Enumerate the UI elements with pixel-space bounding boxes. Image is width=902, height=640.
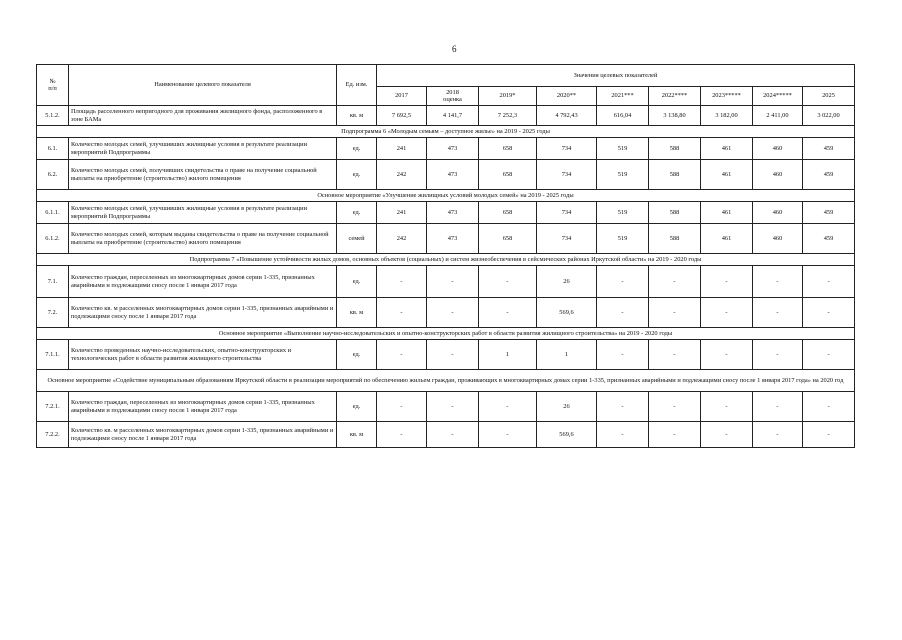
value-cell: - xyxy=(649,266,701,298)
value-cell: 459 xyxy=(803,224,855,254)
value-cell: 1 xyxy=(479,340,537,370)
indicator-name: Площадь расселенного непригодного для проживания жилищного фонда, расположенного в зоне БАМа xyxy=(69,106,337,126)
unit-cell: ед. xyxy=(337,392,377,422)
value-cell: 658 xyxy=(479,202,537,224)
header-year: 2021*** xyxy=(597,87,649,106)
value-cell: 459 xyxy=(803,138,855,160)
section-title: Основное мероприятие «Содействие муниципальным образованиям Иркутской области в реализации мероприятий по обеспечению жильем граждан, проживающих в многоквартирных домах серии 1-335, признанных аварийными и подлежащими сносу после 1 января 2017 года» на 2020 год xyxy=(37,370,855,392)
value-cell: - xyxy=(753,340,803,370)
row-code: 6.1.2. xyxy=(37,224,69,254)
value-cell: 460 xyxy=(753,224,803,254)
header-year: 2019* xyxy=(479,87,537,106)
value-cell: 460 xyxy=(753,138,803,160)
value-cell: 658 xyxy=(479,138,537,160)
value-cell: - xyxy=(479,422,537,448)
table-row xyxy=(37,298,855,328)
value-cell: 588 xyxy=(649,202,701,224)
value-cell: 242 xyxy=(377,160,427,190)
value-cell: - xyxy=(803,392,855,422)
table-row xyxy=(37,138,855,160)
value-cell: 3 182,00 xyxy=(701,106,753,126)
value-cell: 569,6 xyxy=(537,422,597,448)
value-cell: - xyxy=(803,266,855,298)
value-cell: - xyxy=(427,340,479,370)
value-cell: - xyxy=(753,298,803,328)
value-cell: 7 692,5 xyxy=(377,106,427,126)
row-code: 7.2.1. xyxy=(37,392,69,422)
value-cell: 459 xyxy=(803,202,855,224)
value-cell: - xyxy=(701,266,753,298)
table-row xyxy=(37,224,855,254)
row-code: 6.2. xyxy=(37,160,69,190)
indicator-name: Количество молодых семей, улучшивших жилищные условия в результате реализации мероприятий Подпрограммы xyxy=(69,138,337,160)
section-title: Подпрограмма 7 «Повышение устойчивости жилых домов, основных объектов (социальных) и систем жизнеобеспечения в сейсмических районах Иркутской области» на 2019 - 2020 годы xyxy=(37,254,855,266)
indicators-table xyxy=(36,64,855,448)
table-row xyxy=(37,392,855,422)
value-cell: 658 xyxy=(479,160,537,190)
row-code: 7.1. xyxy=(37,266,69,298)
value-cell: - xyxy=(701,422,753,448)
header-year: 2023***** xyxy=(701,87,753,106)
value-cell: - xyxy=(649,422,701,448)
value-cell: 1 xyxy=(537,340,597,370)
row-code: 7.2.2. xyxy=(37,422,69,448)
value-cell: 7 252,3 xyxy=(479,106,537,126)
table-row xyxy=(37,106,855,126)
unit-cell: ед. xyxy=(337,138,377,160)
value-cell: - xyxy=(427,392,479,422)
unit-cell: семей xyxy=(337,224,377,254)
row-code: 6.1.1. xyxy=(37,202,69,224)
unit-cell: ед. xyxy=(337,160,377,190)
row-code: 5.1.2. xyxy=(37,106,69,126)
value-cell: - xyxy=(597,422,649,448)
header-year: 2020** xyxy=(537,87,597,106)
value-cell: 473 xyxy=(427,160,479,190)
value-cell: - xyxy=(649,392,701,422)
table-row xyxy=(37,422,855,448)
value-cell: - xyxy=(377,298,427,328)
unit-cell: кв. м xyxy=(337,298,377,328)
value-cell: 473 xyxy=(427,224,479,254)
value-cell: 473 xyxy=(427,202,479,224)
value-cell: 519 xyxy=(597,160,649,190)
indicator-name: Количество молодых семей, получивших свидетельства о праве на получение социальной выплаты на приобретение (строительство) жилого помещения xyxy=(69,160,337,190)
section-row xyxy=(37,254,855,266)
value-cell: - xyxy=(377,340,427,370)
value-cell: - xyxy=(597,340,649,370)
value-cell: - xyxy=(377,266,427,298)
value-cell: - xyxy=(753,422,803,448)
header-year: 2025 xyxy=(803,87,855,106)
value-cell: 4 792,43 xyxy=(537,106,597,126)
section-row xyxy=(37,370,855,392)
value-cell: 3 022,00 xyxy=(803,106,855,126)
value-cell: 460 xyxy=(753,202,803,224)
table-row xyxy=(37,160,855,190)
section-row xyxy=(37,126,855,138)
value-cell: 588 xyxy=(649,138,701,160)
indicator-name: Количество молодых семей, которым выданы свидетельства о праве на получение социальной выплаты на приобретение (строительство) жилого помещения xyxy=(69,224,337,254)
indicator-name: Количество граждан, переселенных из многоквартирных домов серии 1-335, признанных аварийными и подлежащими сносу после 1 января 2017 года xyxy=(69,392,337,422)
value-cell: - xyxy=(803,298,855,328)
value-cell: - xyxy=(427,266,479,298)
section-title: Подпрограмма 6 «Молодым семьям – доступное жилье» на 2019 - 2025 годы xyxy=(37,126,855,138)
section-row xyxy=(37,328,855,340)
value-cell: 460 xyxy=(753,160,803,190)
unit-cell: ед. xyxy=(337,202,377,224)
value-cell: - xyxy=(803,422,855,448)
unit-cell: кв. м xyxy=(337,422,377,448)
section-row xyxy=(37,190,855,202)
header-year: 2018 оценка xyxy=(427,87,479,106)
header-year: 2022**** xyxy=(649,87,701,106)
value-cell: 4 141,7 xyxy=(427,106,479,126)
indicator-name: Количество кв. м расселенных многоквартирных домов серии 1-335, признанных аварийными и подлежащими сносу после 1 января 2017 года xyxy=(69,422,337,448)
section-title: Основное мероприятие «Улучшение жилищных условий молодых семей» на 2019 - 2025 годы xyxy=(37,190,855,202)
header-num: № п/п xyxy=(37,65,69,106)
value-cell: 588 xyxy=(649,224,701,254)
value-cell: - xyxy=(701,298,753,328)
value-cell: 519 xyxy=(597,138,649,160)
value-cell: - xyxy=(377,392,427,422)
value-cell: 241 xyxy=(377,202,427,224)
value-cell: - xyxy=(701,340,753,370)
value-cell: 241 xyxy=(377,138,427,160)
value-cell: 459 xyxy=(803,160,855,190)
header-year: 2024***** xyxy=(753,87,803,106)
value-cell: - xyxy=(753,266,803,298)
value-cell: 658 xyxy=(479,224,537,254)
row-code: 7.1.1. xyxy=(37,340,69,370)
value-cell: - xyxy=(479,298,537,328)
unit-cell: ед. xyxy=(337,266,377,298)
value-cell: - xyxy=(427,298,479,328)
section-title: Основное мероприятие «Выполнение научно-исследовательских и опытно-конструкторских работ в области развития жилищного строительства» на 2019 - 2020 годы xyxy=(37,328,855,340)
value-cell: 734 xyxy=(537,202,597,224)
value-cell: 734 xyxy=(537,138,597,160)
value-cell: - xyxy=(753,392,803,422)
value-cell: - xyxy=(597,298,649,328)
indicator-name: Количество проведенных научно-исследовательских, опытно-конструкторских и технологических работ в области развития жилищного строительства xyxy=(69,340,337,370)
table-row xyxy=(37,340,855,370)
value-cell: - xyxy=(803,340,855,370)
value-cell: 461 xyxy=(701,138,753,160)
unit-cell: кв. м xyxy=(337,106,377,126)
value-cell: 473 xyxy=(427,138,479,160)
header-values-group: Значения целевых показателей xyxy=(377,65,855,87)
value-cell: - xyxy=(377,422,427,448)
table-header xyxy=(37,65,855,106)
value-cell: 519 xyxy=(597,224,649,254)
value-cell: - xyxy=(479,266,537,298)
value-cell: 3 138,80 xyxy=(649,106,701,126)
table-row xyxy=(37,202,855,224)
value-cell: - xyxy=(427,422,479,448)
indicator-name: Количество граждан, переселенных из многоквартирных домов серии 1-335, признанных аварийными и подлежащими сносу после 1 января 2017 года xyxy=(69,266,337,298)
value-cell: 588 xyxy=(649,160,701,190)
value-cell: - xyxy=(649,340,701,370)
value-cell: 519 xyxy=(597,202,649,224)
row-code: 7.2. xyxy=(37,298,69,328)
value-cell: 26 xyxy=(537,266,597,298)
value-cell: 734 xyxy=(537,160,597,190)
value-cell: - xyxy=(649,298,701,328)
indicator-name: Количество молодых семей, улучшивших жилищные условия в результате реализации мероприятий Подпрограммы xyxy=(69,202,337,224)
header-year: 2017 xyxy=(377,87,427,106)
page-number: 6 xyxy=(452,44,457,54)
value-cell: - xyxy=(597,392,649,422)
value-cell: - xyxy=(597,266,649,298)
header-unit: Ед. изм. xyxy=(337,65,377,106)
row-code: 6.1. xyxy=(37,138,69,160)
value-cell: 461 xyxy=(701,224,753,254)
value-cell: 26 xyxy=(537,392,597,422)
indicator-name: Количество кв. м расселенных многоквартирных домов серии 1-335, признанных аварийными и подлежащими сносу после 1 января 2017 года xyxy=(69,298,337,328)
value-cell: 616,04 xyxy=(597,106,649,126)
value-cell: 734 xyxy=(537,224,597,254)
value-cell: - xyxy=(701,392,753,422)
value-cell: 242 xyxy=(377,224,427,254)
value-cell: 2 411,00 xyxy=(753,106,803,126)
value-cell: 569,6 xyxy=(537,298,597,328)
table-row xyxy=(37,266,855,298)
unit-cell: ед. xyxy=(337,340,377,370)
value-cell: - xyxy=(479,392,537,422)
value-cell: 461 xyxy=(701,202,753,224)
header-name: Наименование целевого показателя xyxy=(69,65,337,106)
value-cell: 461 xyxy=(701,160,753,190)
table-body xyxy=(37,106,855,448)
